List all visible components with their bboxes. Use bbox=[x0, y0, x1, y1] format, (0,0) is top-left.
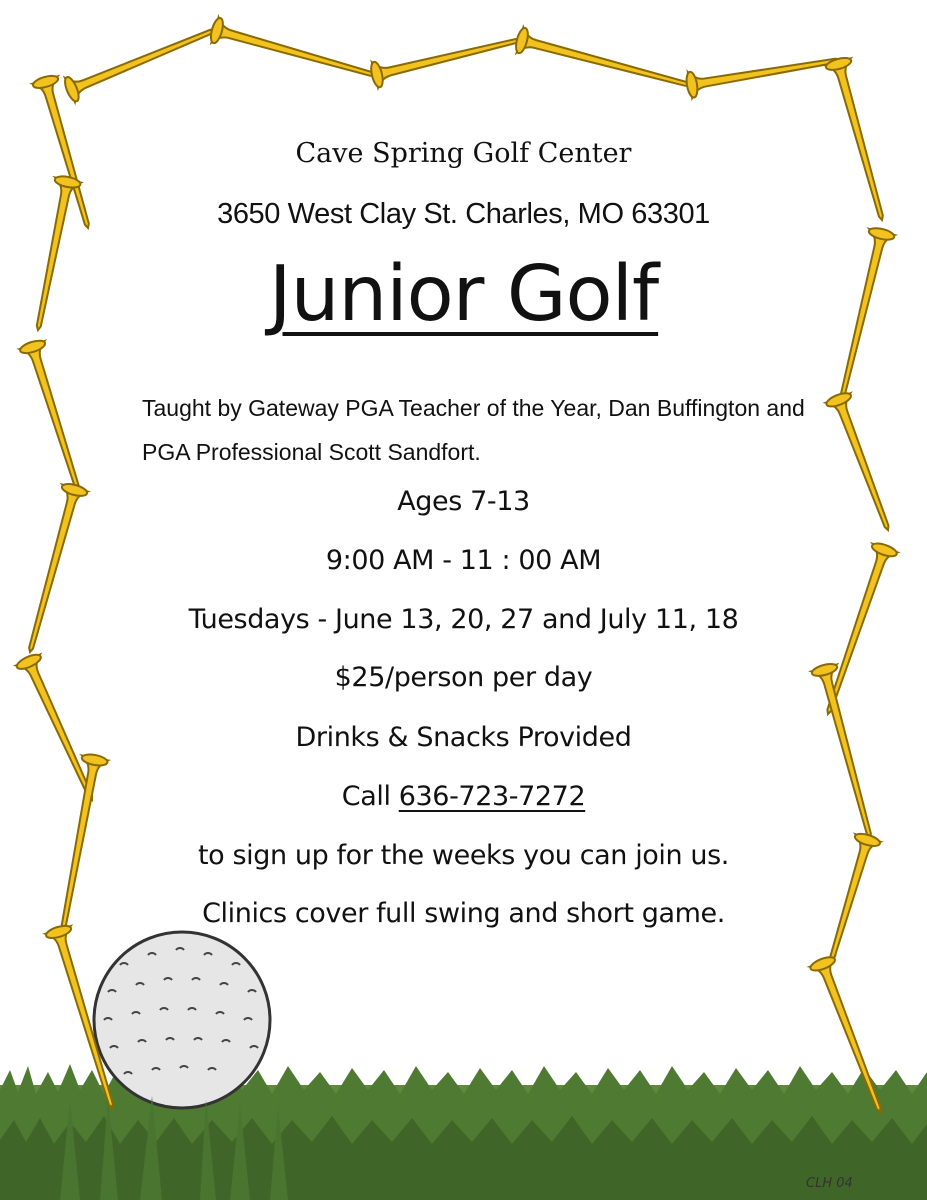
golf-tee-icon bbox=[685, 47, 842, 98]
phone-number-link[interactable]: 636-723-7272 bbox=[398, 781, 586, 812]
event-title: Junior Golf bbox=[268, 250, 659, 339]
age-range: Ages 7-13 bbox=[397, 486, 530, 517]
session-dates: Tuesdays - June 13, 20, 27 and July 11, 18 bbox=[188, 604, 739, 635]
golf-tee-icon bbox=[369, 27, 523, 88]
golf-ball-icon bbox=[94, 932, 270, 1108]
golf-tee-icon bbox=[62, 18, 220, 103]
venue-name: Cave Spring Golf Center bbox=[295, 138, 632, 169]
refreshments-note: Drinks & Snacks Provided bbox=[295, 722, 632, 753]
clinics-note: Clinics cover full swing and short game. bbox=[202, 898, 725, 929]
call-prefix: Call bbox=[341, 781, 399, 812]
call-line bbox=[0, 781, 927, 812]
price: $25/person per day bbox=[334, 662, 593, 693]
golf-tee-icon bbox=[19, 338, 91, 494]
session-time: 9:00 AM - 11 : 00 AM bbox=[325, 545, 602, 576]
golf-tee-icon bbox=[514, 27, 694, 98]
signup-instruction: to sign up for the weeks you can join us. bbox=[198, 840, 729, 871]
venue-address: 3650 West Clay St. Charles, MO 63301 bbox=[217, 198, 710, 230]
golf-tee-icon bbox=[209, 17, 379, 88]
artist-signature: CLH 04 bbox=[806, 1176, 853, 1191]
instructors-text: Taught by Gateway PGA Teacher of the Year, Dan Buffington and PGA Professional Scott Sandfort. bbox=[142, 395, 805, 465]
